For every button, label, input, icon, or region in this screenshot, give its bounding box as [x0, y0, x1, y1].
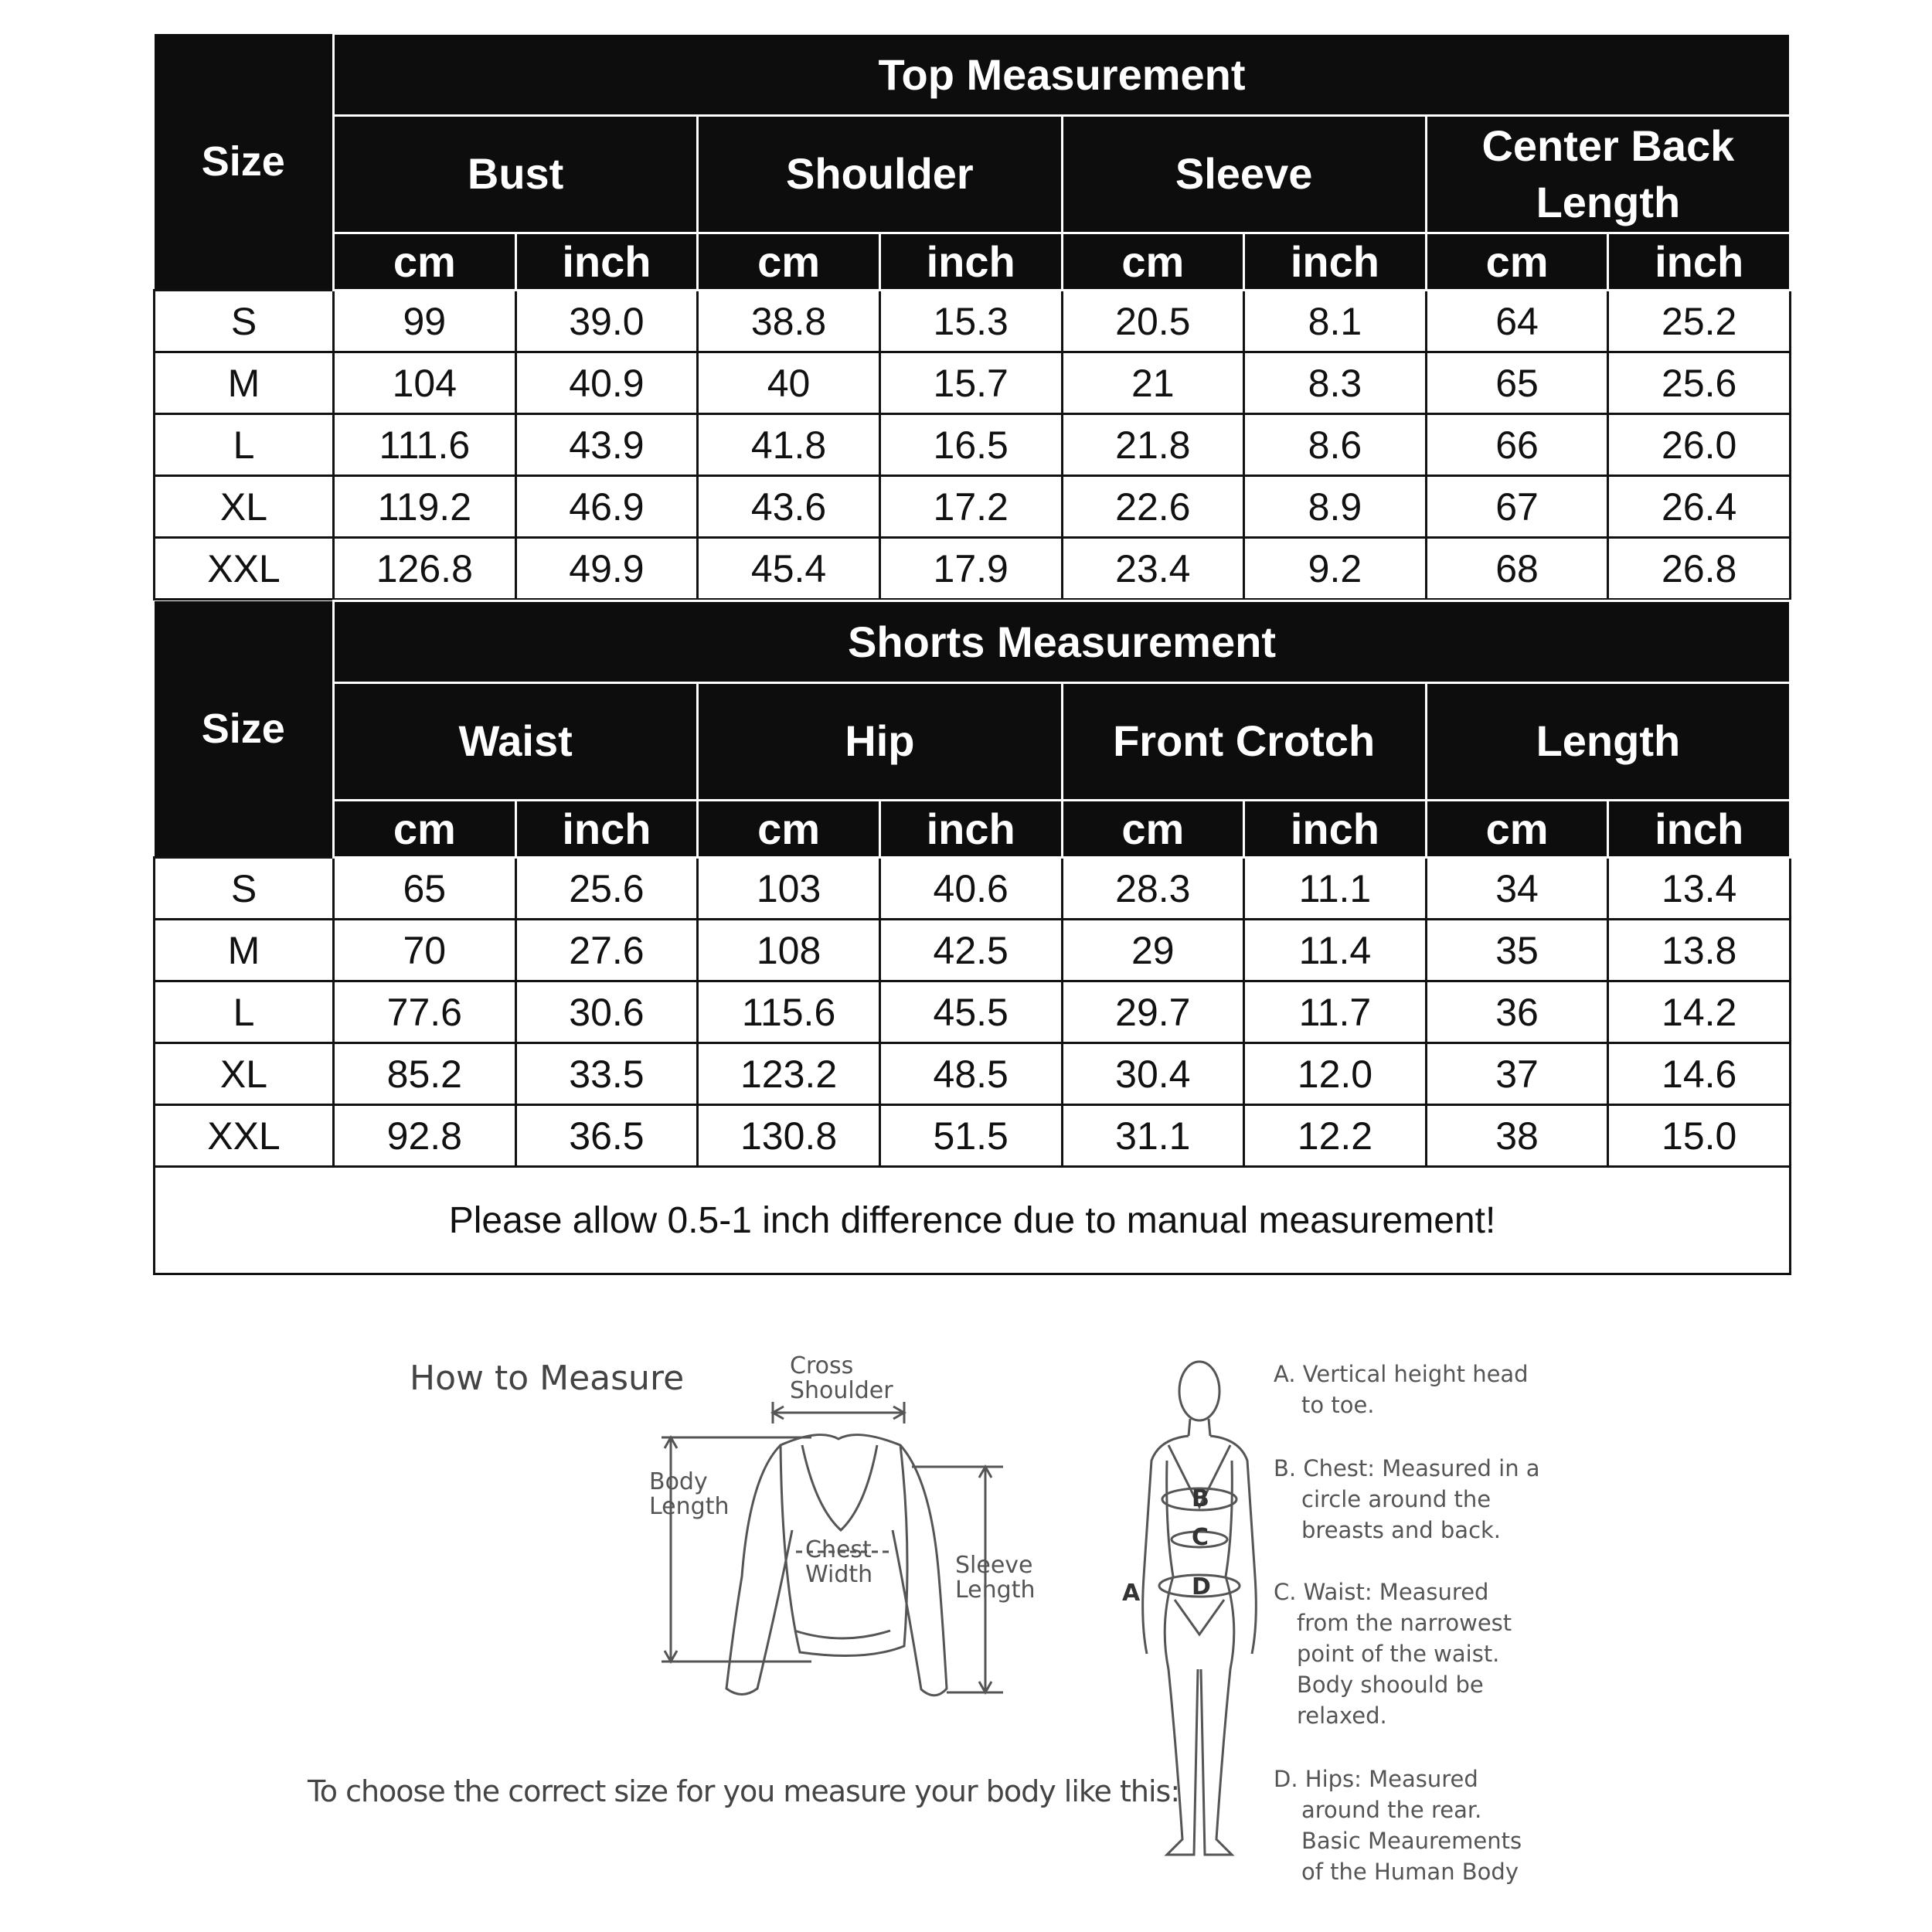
value-cell: 29: [1062, 920, 1244, 981]
value-cell: 11.1: [1244, 858, 1427, 920]
table-row: [155, 858, 1791, 920]
value-cell: 30.4: [1062, 1043, 1244, 1105]
unit-header-row: [155, 233, 1791, 291]
unit-header: inch: [515, 801, 698, 858]
table-row: [155, 1043, 1791, 1105]
table-row: [155, 352, 1791, 414]
value-cell: 123.2: [698, 1043, 880, 1105]
value-cell: 13.8: [1608, 920, 1791, 981]
size-cell: XXL: [155, 1105, 334, 1167]
value-cell: 99: [334, 291, 516, 352]
value-cell: 22.6: [1062, 476, 1244, 538]
how-to-measure-title: How to Measure: [410, 1359, 685, 1398]
value-cell: 28.3: [1062, 858, 1244, 920]
value-cell: 103: [698, 858, 880, 920]
definition-a: A. Vertical height head to toe.: [1274, 1361, 1529, 1418]
group-header-length: Length: [1426, 683, 1790, 801]
value-cell: 41.8: [698, 414, 880, 476]
value-cell: 29.7: [1062, 981, 1244, 1043]
value-cell: 8.1: [1244, 291, 1427, 352]
unit-header-row: [155, 801, 1791, 858]
size-cell: S: [155, 858, 334, 920]
value-cell: 51.5: [879, 1105, 1062, 1167]
table-title: Top Measurement: [334, 34, 1791, 116]
value-cell: 38: [1426, 1105, 1608, 1167]
definition-c: C. Waist: Measured from the narrowest point of the waist. Body shoould be relaxed.: [1274, 1579, 1512, 1729]
value-cell: 43.9: [515, 414, 698, 476]
size-header: Size: [155, 601, 334, 858]
size-cell: XL: [155, 1043, 334, 1105]
unit-header: cm: [1426, 233, 1608, 291]
value-cell: 40.6: [879, 858, 1062, 920]
value-cell: 126.8: [334, 538, 516, 600]
value-cell: 30.6: [515, 981, 698, 1043]
value-cell: 8.3: [1244, 352, 1427, 414]
value-cell: 21: [1062, 352, 1244, 414]
measurement-note: Please allow 0.5-1 inch difference due to manual measurement!: [155, 1167, 1791, 1274]
value-cell: 25.2: [1608, 291, 1791, 352]
value-cell: 9.2: [1244, 538, 1427, 600]
value-cell: 48.5: [879, 1043, 1062, 1105]
marker-a: A: [1122, 1580, 1141, 1607]
table-row: [155, 414, 1791, 476]
value-cell: 108: [698, 920, 880, 981]
value-cell: 35: [1426, 920, 1608, 981]
value-cell: 23.4: [1062, 538, 1244, 600]
table-row: [155, 1105, 1791, 1167]
table-row: [155, 920, 1791, 981]
value-cell: 37: [1426, 1043, 1608, 1105]
value-cell: 33.5: [515, 1043, 698, 1105]
value-cell: 119.2: [334, 476, 516, 538]
unit-header: cm: [334, 233, 516, 291]
value-cell: 20.5: [1062, 291, 1244, 352]
marker-c: C: [1192, 1524, 1209, 1551]
value-cell: 42.5: [879, 920, 1062, 981]
value-cell: 40: [698, 352, 880, 414]
table-title: Shorts Measurement: [334, 601, 1791, 683]
size-cell: XXL: [155, 538, 334, 600]
value-cell: 65: [1426, 352, 1608, 414]
group-header-hip: Hip: [698, 683, 1062, 801]
value-cell: 11.4: [1244, 920, 1427, 981]
unit-header: inch: [1608, 233, 1791, 291]
value-cell: 15.0: [1608, 1105, 1791, 1167]
unit-header: inch: [1244, 233, 1427, 291]
value-cell: 14.2: [1608, 981, 1791, 1043]
value-cell: 130.8: [698, 1105, 880, 1167]
value-cell: 15.3: [879, 291, 1062, 352]
value-cell: 12.2: [1244, 1105, 1427, 1167]
value-cell: 115.6: [698, 981, 880, 1043]
value-cell: 17.9: [879, 538, 1062, 600]
value-cell: 16.5: [879, 414, 1062, 476]
definition-d: D. Hips: Measured around the rear. Basic Meaurements of the Human Body: [1274, 1766, 1522, 1885]
value-cell: 8.9: [1244, 476, 1427, 538]
cross-shoulder-label: Cross Shoulder: [790, 1352, 893, 1404]
measure-instruction: To choose the correct size for you measure your body like this:: [308, 1774, 1180, 1808]
sleeve-length-label: Sleeve Length: [955, 1552, 1036, 1604]
table-row: [155, 476, 1791, 538]
table-row: [155, 291, 1791, 352]
unit-header: cm: [1062, 801, 1244, 858]
value-cell: 49.9: [515, 538, 698, 600]
unit-header: inch: [1244, 801, 1427, 858]
unit-header: cm: [1426, 801, 1608, 858]
value-cell: 46.9: [515, 476, 698, 538]
group-header-bust: Bust: [334, 116, 698, 233]
value-cell: 14.6: [1608, 1043, 1791, 1105]
value-cell: 92.8: [334, 1105, 516, 1167]
value-cell: 13.4: [1608, 858, 1791, 920]
value-cell: 45.5: [879, 981, 1062, 1043]
value-cell: 21.8: [1062, 414, 1244, 476]
group-header-waist: Waist: [334, 683, 698, 801]
size-header: Size: [155, 34, 334, 291]
unit-header: cm: [698, 233, 880, 291]
value-cell: 25.6: [1608, 352, 1791, 414]
shorts-measurement-table: [153, 600, 1791, 1275]
body-length-label: Body Length: [649, 1468, 730, 1520]
table-row: [155, 538, 1791, 600]
value-cell: 8.6: [1244, 414, 1427, 476]
value-cell: 65: [334, 858, 516, 920]
value-cell: 104: [334, 352, 516, 414]
size-cell: L: [155, 981, 334, 1043]
value-cell: 27.6: [515, 920, 698, 981]
top-measurement-table: [153, 32, 1791, 600]
value-cell: 26.8: [1608, 538, 1791, 600]
size-cell: S: [155, 291, 334, 352]
size-cell: L: [155, 414, 334, 476]
value-cell: 26.0: [1608, 414, 1791, 476]
value-cell: 64: [1426, 291, 1608, 352]
marker-d: D: [1192, 1573, 1211, 1600]
value-cell: 40.9: [515, 352, 698, 414]
value-cell: 67: [1426, 476, 1608, 538]
value-cell: 77.6: [334, 981, 516, 1043]
table-row: [155, 981, 1791, 1043]
value-cell: 111.6: [334, 414, 516, 476]
value-cell: 26.4: [1608, 476, 1791, 538]
body-figure-illustration: [1113, 1345, 1283, 1870]
value-cell: 43.6: [698, 476, 880, 538]
group-header-front-crotch: Front Crotch: [1062, 683, 1426, 801]
value-cell: 36.5: [515, 1105, 698, 1167]
value-cell: 70: [334, 920, 516, 981]
value-cell: 66: [1426, 414, 1608, 476]
size-cell: XL: [155, 476, 334, 538]
unit-header: inch: [879, 233, 1062, 291]
definition-b: B. Chest: Measured in a circle around the breasts and back.: [1274, 1455, 1540, 1543]
unit-header: inch: [879, 801, 1062, 858]
group-header-center-back-length: Center Back Length: [1426, 116, 1790, 233]
value-cell: 12.0: [1244, 1043, 1427, 1105]
unit-header: cm: [334, 801, 516, 858]
chest-width-label: Chest Width: [805, 1536, 873, 1588]
value-cell: 68: [1426, 538, 1608, 600]
unit-header: cm: [698, 801, 880, 858]
value-cell: 17.2: [879, 476, 1062, 538]
value-cell: 36: [1426, 981, 1608, 1043]
size-cell: M: [155, 920, 334, 981]
value-cell: 11.7: [1244, 981, 1427, 1043]
group-header-shoulder: Shoulder: [698, 116, 1062, 233]
value-cell: 38.8: [698, 291, 880, 352]
value-cell: 85.2: [334, 1043, 516, 1105]
unit-header: inch: [515, 233, 698, 291]
unit-header: cm: [1062, 233, 1244, 291]
value-cell: 45.4: [698, 538, 880, 600]
value-cell: 34: [1426, 858, 1608, 920]
value-cell: 31.1: [1062, 1105, 1244, 1167]
value-cell: 25.6: [515, 858, 698, 920]
value-cell: 15.7: [879, 352, 1062, 414]
value-cell: 39.0: [515, 291, 698, 352]
marker-b: B: [1192, 1485, 1209, 1512]
size-cell: M: [155, 352, 334, 414]
unit-header: inch: [1608, 801, 1791, 858]
group-header-sleeve: Sleeve: [1062, 116, 1426, 233]
